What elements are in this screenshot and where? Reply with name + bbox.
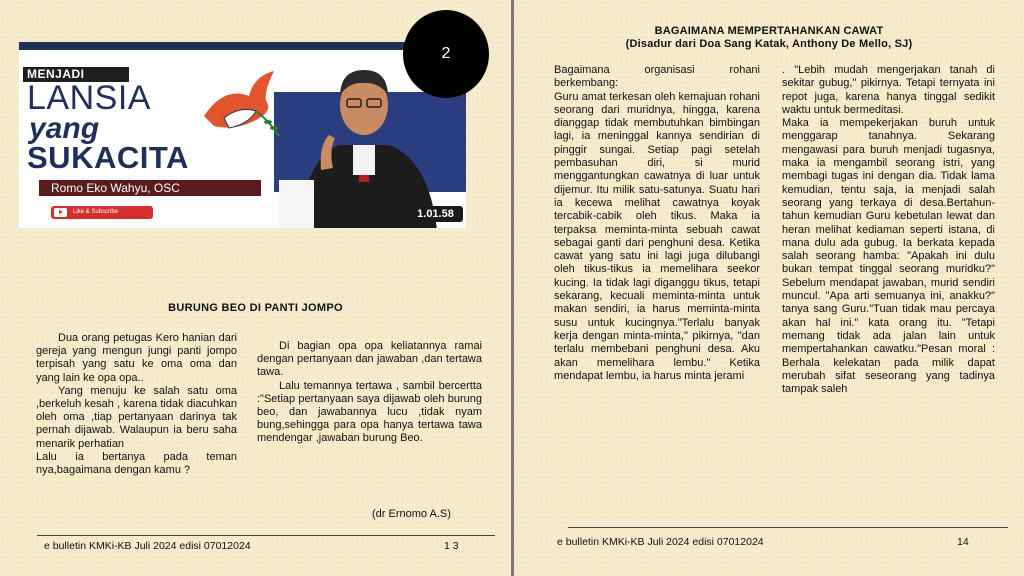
left-footer-page-number: 1 3	[444, 540, 459, 552]
banner-author-label: Romo Eko Wahyu, OSC	[39, 180, 261, 196]
play-icon	[54, 208, 67, 217]
banner-title-lansia: LANSIA	[27, 79, 151, 117]
left-footer-publication: e bulletin KMKi-KB Juli 2024 edisi 07012024	[44, 540, 251, 552]
paragraph: Maka ia mempekerjakan buruh untuk menggarap tanahnya. Sekarang mengawasi para buruh menjadi tugasnya, maka ia mengambil seorang istri, yang membagi tugas ini dengan dia. Tidak lama kemudian, tentu saja, ia menjadi salah seorang yang terkaya di desa.Bertahun-tahun kemudian Guru kebetulan lewat dan heran melihat kediaman seperti istana, di mana dulu ada gubug. Ia berkata kepada salah seorang hamba: "Apakah ini dulu bukan tempat tinggal seorang muridku?" Sebelum mendapat jawaban, murid sendiri muncul. "Apa arti semuanya ini, anakku?" tanya sang Guru."Tuan tidak mau percaya akan hal ini." kata orang itu. "Tetapi memang tidak ada jalan lain untuk mempertahankan cawatku."Pesan moral : Berhala kelekatan pada milik dapat merubah sifat seseorang yang tadinya tampak saleh	[782, 117, 995, 396]
like-subscribe-button[interactable]: Like & Subscribe	[51, 206, 153, 219]
page-number-badge: 2	[403, 10, 489, 98]
paragraph: Bagaimana organisasi rohani berkembang:	[554, 64, 760, 90]
paragraph: Guru amat terkesan oleh kemajuan rohani seorang dari muridnya, hingga, karena dianggap tidak membutuhkan bimbingan lagi, ia meninggal kannya sendirian di pinggir sungai. Setiap pagi setelah pembasuhan diri, si murid menggantungkan cawatnya di luar untuk dijemur. Itu milik satu-satunya. Suatu hari ia kecewa melihat cawatnya koyak tercabik-cabik oleh tikus. Maka ia terpaksa meminta-minta sebuah cawat sebagai ganti dari penghuni desa. Ketika cawat yang satu ini lagi juga dilubangi oleh tikus-tikus ia memelihara seekor kucing. Ia tidak lagi diganggu tikus, tetapi sekarang, kecuali meminta-minta untuk makan sendiri, ia harus meminta-minta susu untuk kucingnya."Terlalu banyak kerja dengan minta-minta," pikirnya, "dan terlalu membebani penghuni desa. Aku akan memelihara lembu." Ketika mendapat lembu, ia harus minta jerami	[554, 90, 760, 382]
dove-icon	[194, 66, 284, 146]
right-article-title	[514, 25, 1024, 51]
right-footer-page-number: 14	[957, 536, 969, 548]
paragraph: Yang menuju ke salah satu oma ,berkeluh kesah , karena tidak diacuhkan oleh oma ,tiap pertanyaan darinya tak pernah dijawab. Walaupun ia beru saha menarik perhatian	[36, 384, 237, 450]
right-footer-rule	[568, 527, 1008, 528]
paragraph: Lalu temannya tertawa , sambil bercertta :"Setiap pertanyaan saya dijawab oleh burung beo, dan jawabannya lucu ,tidak nyam bung,sehingga para opa hanya tertawa tawa mendengar ,jawaban burung Beo.	[257, 379, 482, 445]
right-article-column-2	[782, 64, 995, 396]
left-article-column-1	[36, 332, 237, 477]
right-footer-publication: e bulletin KMKi-KB Juli 2024 edisi 07012024	[557, 536, 764, 548]
paragraph: Lalu ia bertanya pada teman nya,bagaimana dengan kamu ?	[36, 450, 237, 477]
banner-title-yang: yang	[29, 112, 100, 145]
video-timer: 1.01.58	[408, 206, 463, 222]
left-article-column-2	[257, 340, 482, 446]
left-footer-rule	[37, 535, 495, 536]
right-title-line-1: BAGAIMANA MEMPERTAHANKAN CAWAT	[654, 25, 884, 37]
page-gutter	[511, 0, 514, 576]
paragraph: Di bagian opa opa keliatannya ramai dengan pertanyaan dan jawaban ,dan tertawa tawa.	[257, 340, 482, 379]
right-title-line-2: (Disadur dari Doa Sang Katak, Anthony De Mello, SJ)	[625, 38, 913, 50]
left-article-signature: (dr Ernomo A.S)	[372, 508, 451, 520]
banner-top-bar	[19, 42, 466, 50]
right-article-column-1	[554, 64, 760, 383]
left-article-title: BURUNG BEO DI PANTI JOMPO	[168, 302, 343, 314]
paragraph: Dua orang petugas Kero hanian dari gereja yang mengun jungi panti jompo terpisah yang satu ke oma oma dan yang lain ke opa opa..	[36, 332, 237, 384]
banner-label-menjadi: MENJADI	[23, 67, 129, 82]
paragraph: . "Lebih mudah mengerjakan tanah di sekitar gubug," pikirnya. Tetapi ternyata ini repot juga, karena hanya tinggal sedikit waktu untuk bermeditasi.	[782, 64, 995, 116]
banner-title-sukacita: SUKACITA	[27, 140, 189, 175]
video-thumbnail-banner	[19, 42, 466, 228]
